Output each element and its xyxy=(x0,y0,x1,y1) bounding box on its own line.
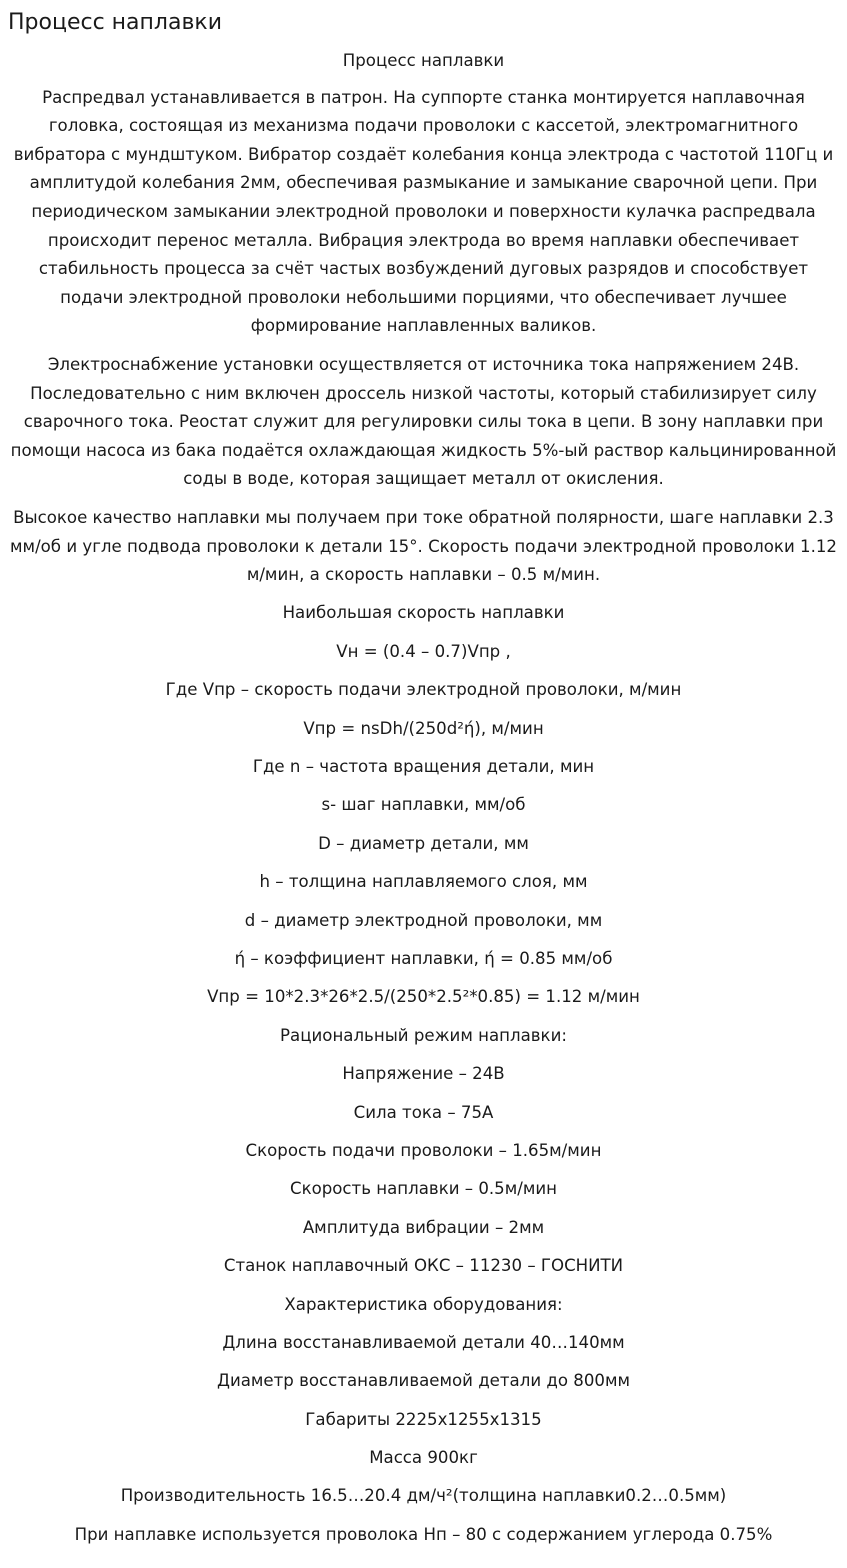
text-line: D – диаметр детали, мм xyxy=(318,833,529,853)
section-heading: Рациональный режим наплавки: xyxy=(280,1025,567,1045)
formula-line: Vн = (0.4 – 0.7)Vпр , xyxy=(336,641,511,661)
paragraph-power-supply: Электроснабжение установки осуществляется от источника тока напряжением 24В. Последовательно с ним включен дроссель низкой частоты, который стабилизирует силу сварочного тока. Реостат служит для регулировки силы тока в цепи. В зону наплавки при помощи насоса из бака подаётся охлаждающая жидкость 5%-ый раствор кальцинированной соды в воде, которая защищает металл от окисления. xyxy=(10,354,837,489)
text-line: Станок наплавочный ОКС – 11230 – ГОСНИТИ xyxy=(223,1256,624,1276)
paragraph-quality: Высокое качество наплавки мы получаем при токе обратной полярности, шаге наплавки 2.3 мм/об и угле подвода проволоки к детали 15°. Скорость подачи электродной проволоки 1.12 м/мин, а скорость наплавки – 0.5 м/мин. xyxy=(10,507,837,585)
text-line: Масса 900кг xyxy=(369,1448,478,1468)
text-line: ή – коэффициент наплавки, ή = 0.85 мм/об xyxy=(234,949,613,968)
page-title: Процесс наплавки xyxy=(8,10,223,35)
text-line: Скорость подачи проволоки – 1.65м/мин xyxy=(245,1140,602,1160)
text-line: Напряжение – 24В xyxy=(342,1064,505,1084)
section-heading: Характеристика оборудования: xyxy=(284,1294,563,1314)
text-line: h – толщина наплавляемого слоя, мм xyxy=(259,872,588,892)
document-body xyxy=(8,47,839,1549)
formula-line: Vпр = 10*2.3*26*2.5/(250*2.5²*0.85) = 1.12 м/мин xyxy=(207,987,640,1007)
text-line: Где Vпр – скорость подачи электродной проволоки, м/мин xyxy=(165,680,682,700)
text-line: s- шаг наплавки, мм/об xyxy=(321,795,526,815)
text-line: Скорость наплавки – 0.5м/мин xyxy=(289,1179,557,1199)
document-subtitle: Процесс наплавки xyxy=(342,51,505,70)
text-line: При наплавке используется проволока Нп – 80 с содержанием углерода 0.75% xyxy=(74,1524,773,1544)
text-line: Длина восстанавливаемой детали 40…140мм xyxy=(222,1332,625,1352)
text-line: Диаметр восстанавливаемой детали до 800мм xyxy=(217,1371,630,1391)
paragraph-mounting: Распредвал устанавливается в патрон. На суппорте станка монтируется наплавочная головка, состоящая из механизма подачи проволоки с кассетой, электромагнитного вибратора с мундштуком. Вибратор создаёт колебания конца электрода с частотой 110Гц и амплитудой колебания 2мм, обеспечивая размыкание и замыкание сварочной цепи. При периодическом замыкании электродной проволоки и поверхности кулачка распредвала происходит перенос металла. Вибрация электрода во время наплавки обеспечивает стабильность процесса за счёт частых возбуждений дуговых разрядов и способствует подачи электродной проволоки небольшими порциями, что обеспечивает лучшее формирование наплавленных валиков. xyxy=(13,87,834,336)
text-line: d – диаметр электродной проволоки, мм xyxy=(244,910,603,930)
formula-line: Vпр = nsDh/(250d²ή), м/мин xyxy=(303,718,544,738)
text-line: Габариты 2225х1255х1315 xyxy=(305,1409,542,1429)
text-line: Сила тока – 75А xyxy=(353,1102,494,1122)
text-line: Производительность 16.5…20.4 дм/ч²(толщина наплавки0.2…0.5мм) xyxy=(120,1486,727,1506)
text-line: Наибольшая скорость наплавки xyxy=(282,603,565,623)
text-line: Где n – частота вращения детали, мин xyxy=(252,757,595,777)
text-line: Амплитуда вибрации – 2мм xyxy=(302,1217,545,1237)
